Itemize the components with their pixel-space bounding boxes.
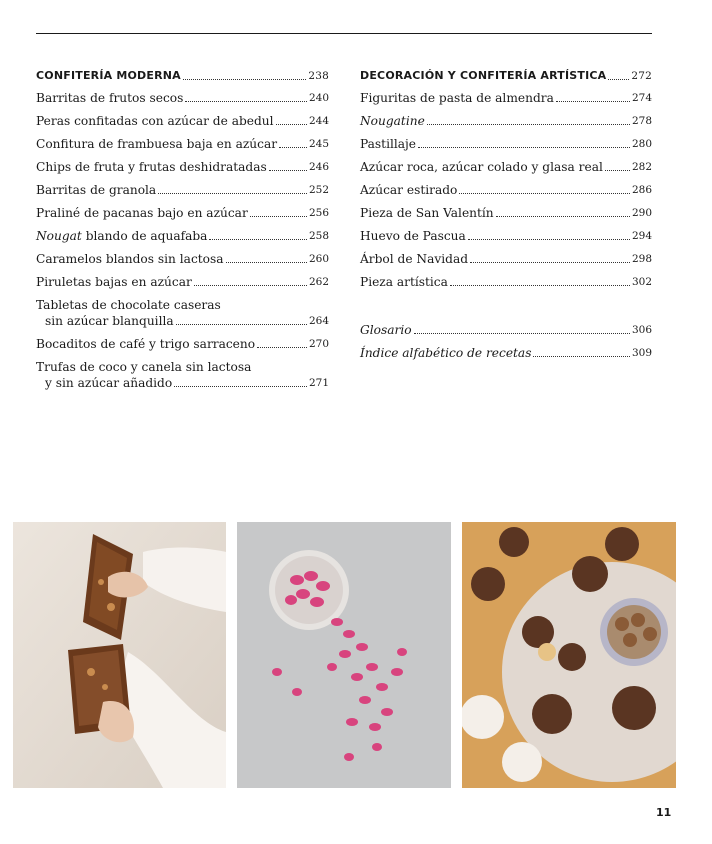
page-ref: 298 — [631, 253, 652, 265]
photo-chocolate-truffles — [462, 522, 676, 788]
entry-title-italic: Nougat — [36, 229, 82, 243]
section-heading-confiteria[interactable] — [36, 68, 329, 84]
leader-dots — [158, 193, 307, 194]
leader-dots — [605, 170, 630, 171]
toc-entry[interactable] — [360, 205, 652, 221]
page-ref: 278 — [631, 115, 652, 127]
leader-dots — [174, 386, 307, 387]
page-ref: 240 — [308, 92, 329, 104]
toc-entry[interactable] — [36, 251, 329, 267]
entry-title: Azúcar roca, azúcar colado y glasa real — [360, 160, 603, 174]
leader-dots — [427, 124, 630, 125]
entry-title: Nougatine — [360, 114, 425, 128]
leader-dots — [533, 356, 630, 357]
toc-entry[interactable] — [36, 205, 329, 221]
entry-title: Bocaditos de café y trigo sarraceno — [36, 337, 256, 351]
entry-title-line1: Tabletas de chocolate caseras — [36, 298, 221, 312]
toc-entry[interactable] — [360, 182, 652, 198]
entry-title-rest: blando de aquafaba — [81, 229, 208, 243]
entry-title-line1: Trufas de coco y canela sin lactosa — [36, 360, 252, 374]
section-title: DECORACIÓN Y CONFITERÍA ARTÍSTICA — [360, 69, 607, 82]
leader-dots — [257, 347, 307, 348]
toc-entry[interactable] — [36, 228, 329, 244]
page-ref: 262 — [308, 276, 329, 288]
toc-entry[interactable] — [360, 136, 652, 152]
entry-title-line2: y sin azúcar añadido — [45, 376, 173, 390]
leader-dots — [269, 170, 307, 171]
entry-title: Barritas de frutos secos — [36, 91, 184, 105]
page-ref: 264 — [308, 315, 329, 327]
toc-entry[interactable] — [360, 90, 652, 106]
page-ref: 245 — [308, 138, 329, 150]
entry-title: Pieza de San Valentín — [360, 206, 494, 220]
page-ref: 294 — [631, 230, 652, 242]
entry-title: Árbol de Navidad — [360, 252, 469, 266]
page-ref: 252 — [308, 184, 329, 196]
entry-title: Figuritas de pasta de almendra — [360, 91, 554, 105]
page-ref: 302 — [631, 276, 652, 288]
photo-granola-bars — [13, 522, 226, 788]
entry-title: Caramelos blandos sin lactosa — [36, 252, 224, 266]
toc-entry[interactable] — [360, 159, 652, 175]
entry-title: Índice alfabético de recetas — [360, 346, 532, 360]
toc-entry[interactable] — [360, 251, 652, 267]
page-ref: 258 — [308, 230, 329, 242]
leader-dots — [250, 216, 307, 217]
toc-entry[interactable] — [36, 90, 329, 106]
leader-dots — [209, 239, 307, 240]
page-ref: 286 — [631, 184, 652, 196]
toc-entry[interactable] — [36, 159, 329, 175]
section-title: CONFITERÍA MODERNA — [36, 69, 181, 82]
page-ref: 246 — [308, 161, 329, 173]
photo-pink-candies — [237, 522, 451, 788]
toc-column-left — [36, 68, 329, 391]
entry-title: Confitura de frambuesa baja en azúcar — [36, 137, 278, 151]
entry-title: Piruletas bajas en azúcar — [36, 275, 192, 289]
top-rule — [36, 33, 652, 34]
entry-title: Chips de fruta y frutas deshidratadas — [36, 160, 267, 174]
leader-dots — [459, 193, 630, 194]
entry-title-line2: sin azúcar blanquilla — [45, 314, 174, 328]
leader-dots — [496, 216, 630, 217]
entry-title: Pieza artística — [360, 275, 448, 289]
leader-dots — [183, 79, 306, 80]
page-ref: 282 — [631, 161, 652, 173]
leader-dots — [470, 262, 630, 263]
entry-title — [36, 228, 207, 244]
leader-dots — [185, 101, 307, 102]
leader-dots — [414, 333, 630, 334]
leader-dots — [276, 124, 307, 125]
page-ref: 238 — [308, 70, 329, 82]
leader-dots — [450, 285, 630, 286]
leader-dots — [418, 147, 630, 148]
page-ref: 256 — [308, 207, 329, 219]
page-ref: 274 — [631, 92, 652, 104]
entry-title: Peras confitadas con azúcar de abedul — [36, 114, 274, 128]
toc-entry-indice[interactable] — [360, 345, 652, 361]
leader-dots — [176, 324, 307, 325]
entry-title: Azúcar estirado — [360, 183, 458, 197]
entry-title: Huevo de Pascua — [360, 229, 466, 243]
toc-entry[interactable] — [360, 274, 652, 290]
toc-entry[interactable] — [360, 113, 652, 129]
toc-entry[interactable] — [36, 359, 329, 391]
entry-title: Praliné de pacanas bajo en azúcar — [36, 206, 248, 220]
leader-dots — [194, 285, 307, 286]
page-ref: 271 — [308, 377, 329, 389]
page-ref: 270 — [308, 338, 329, 350]
page-ref: 272 — [631, 70, 652, 82]
toc-entry[interactable] — [36, 274, 329, 290]
leader-dots — [608, 79, 629, 80]
page-ref: 280 — [631, 138, 652, 150]
leader-dots — [226, 262, 307, 263]
page-number: 11 — [656, 806, 672, 819]
page-ref: 260 — [308, 253, 329, 265]
section-heading-decoracion[interactable] — [360, 68, 652, 84]
toc-entry[interactable] — [36, 297, 329, 329]
page-ref: 244 — [308, 115, 329, 127]
leader-dots — [468, 239, 630, 240]
entry-title: Pastillaje — [360, 137, 417, 151]
page-ref: 306 — [631, 324, 652, 336]
toc-entry[interactable] — [36, 136, 329, 152]
entry-title: Barritas de granola — [36, 183, 157, 197]
toc-entry-glosario[interactable] — [360, 322, 652, 338]
page-ref: 309 — [631, 347, 652, 359]
toc-column-right — [360, 68, 652, 361]
toc-entry[interactable] — [36, 113, 329, 129]
toc-entry[interactable] — [36, 336, 329, 352]
toc-entry[interactable] — [36, 182, 329, 198]
entry-title: Glosario — [360, 323, 412, 337]
leader-dots — [279, 147, 307, 148]
page-ref: 290 — [631, 207, 652, 219]
leader-dots — [556, 101, 630, 102]
toc-entry[interactable] — [360, 228, 652, 244]
